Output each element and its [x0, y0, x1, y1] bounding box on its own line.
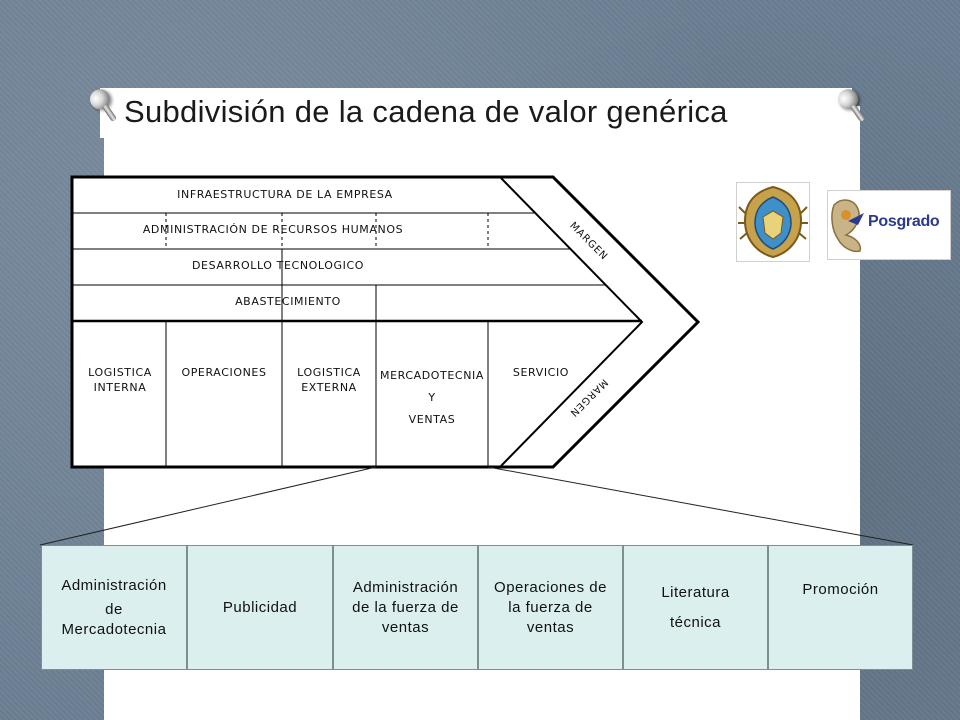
- sub-promocion: Promoción: [768, 545, 913, 670]
- sub-literatura-tecnica: Literatura técnica: [623, 545, 768, 670]
- sub-administracion-mercadotecnia: Administración de Mercadotecnia: [41, 545, 187, 670]
- sub-publicidad: Publicidad: [187, 545, 333, 670]
- primary-servicio: SERVICIO: [512, 366, 570, 379]
- sub-operaciones-fuerza-ventas: Operaciones de la fuerza de ventas: [478, 545, 623, 670]
- support-recursos-humanos: ADMINISTRACIÓN DE RECURSOS HUMANOS: [142, 223, 404, 236]
- zoom-line-left: [40, 467, 376, 545]
- posgrado-wordmark: Posgrado: [868, 213, 940, 230]
- margin-label-top: MARGEN: [567, 220, 610, 263]
- primary-logistica-interna: LOGISTICA INTERNA: [88, 366, 152, 394]
- support-desarrollo-tecnologico: DESARROLLO TECNOLOGICO: [191, 259, 365, 272]
- margin-label-bottom: MARGEN: [567, 376, 610, 419]
- support-infraestructura: INFRAESTRUCTURA DE LA EMPRESA: [177, 188, 393, 201]
- primary-operaciones: OPERACIONES: [181, 366, 267, 379]
- unam-seal-logo: [736, 182, 810, 262]
- slide-title: Subdivisión de la cadena de valor genérica: [124, 94, 728, 129]
- sub-administracion-fuerza-ventas: Administración de la fuerza de ventas: [333, 545, 478, 670]
- posgrado-logo: [827, 190, 951, 260]
- primary-logistica-externa: LOGISTICA EXTERNA: [297, 366, 361, 394]
- support-abastecimiento: ABASTECIMIENTO: [235, 295, 341, 308]
- primary-mercadotecnia-ventas: MERCADOTECNIA Y VENTAS: [379, 369, 485, 426]
- zoom-line-right: [488, 467, 913, 545]
